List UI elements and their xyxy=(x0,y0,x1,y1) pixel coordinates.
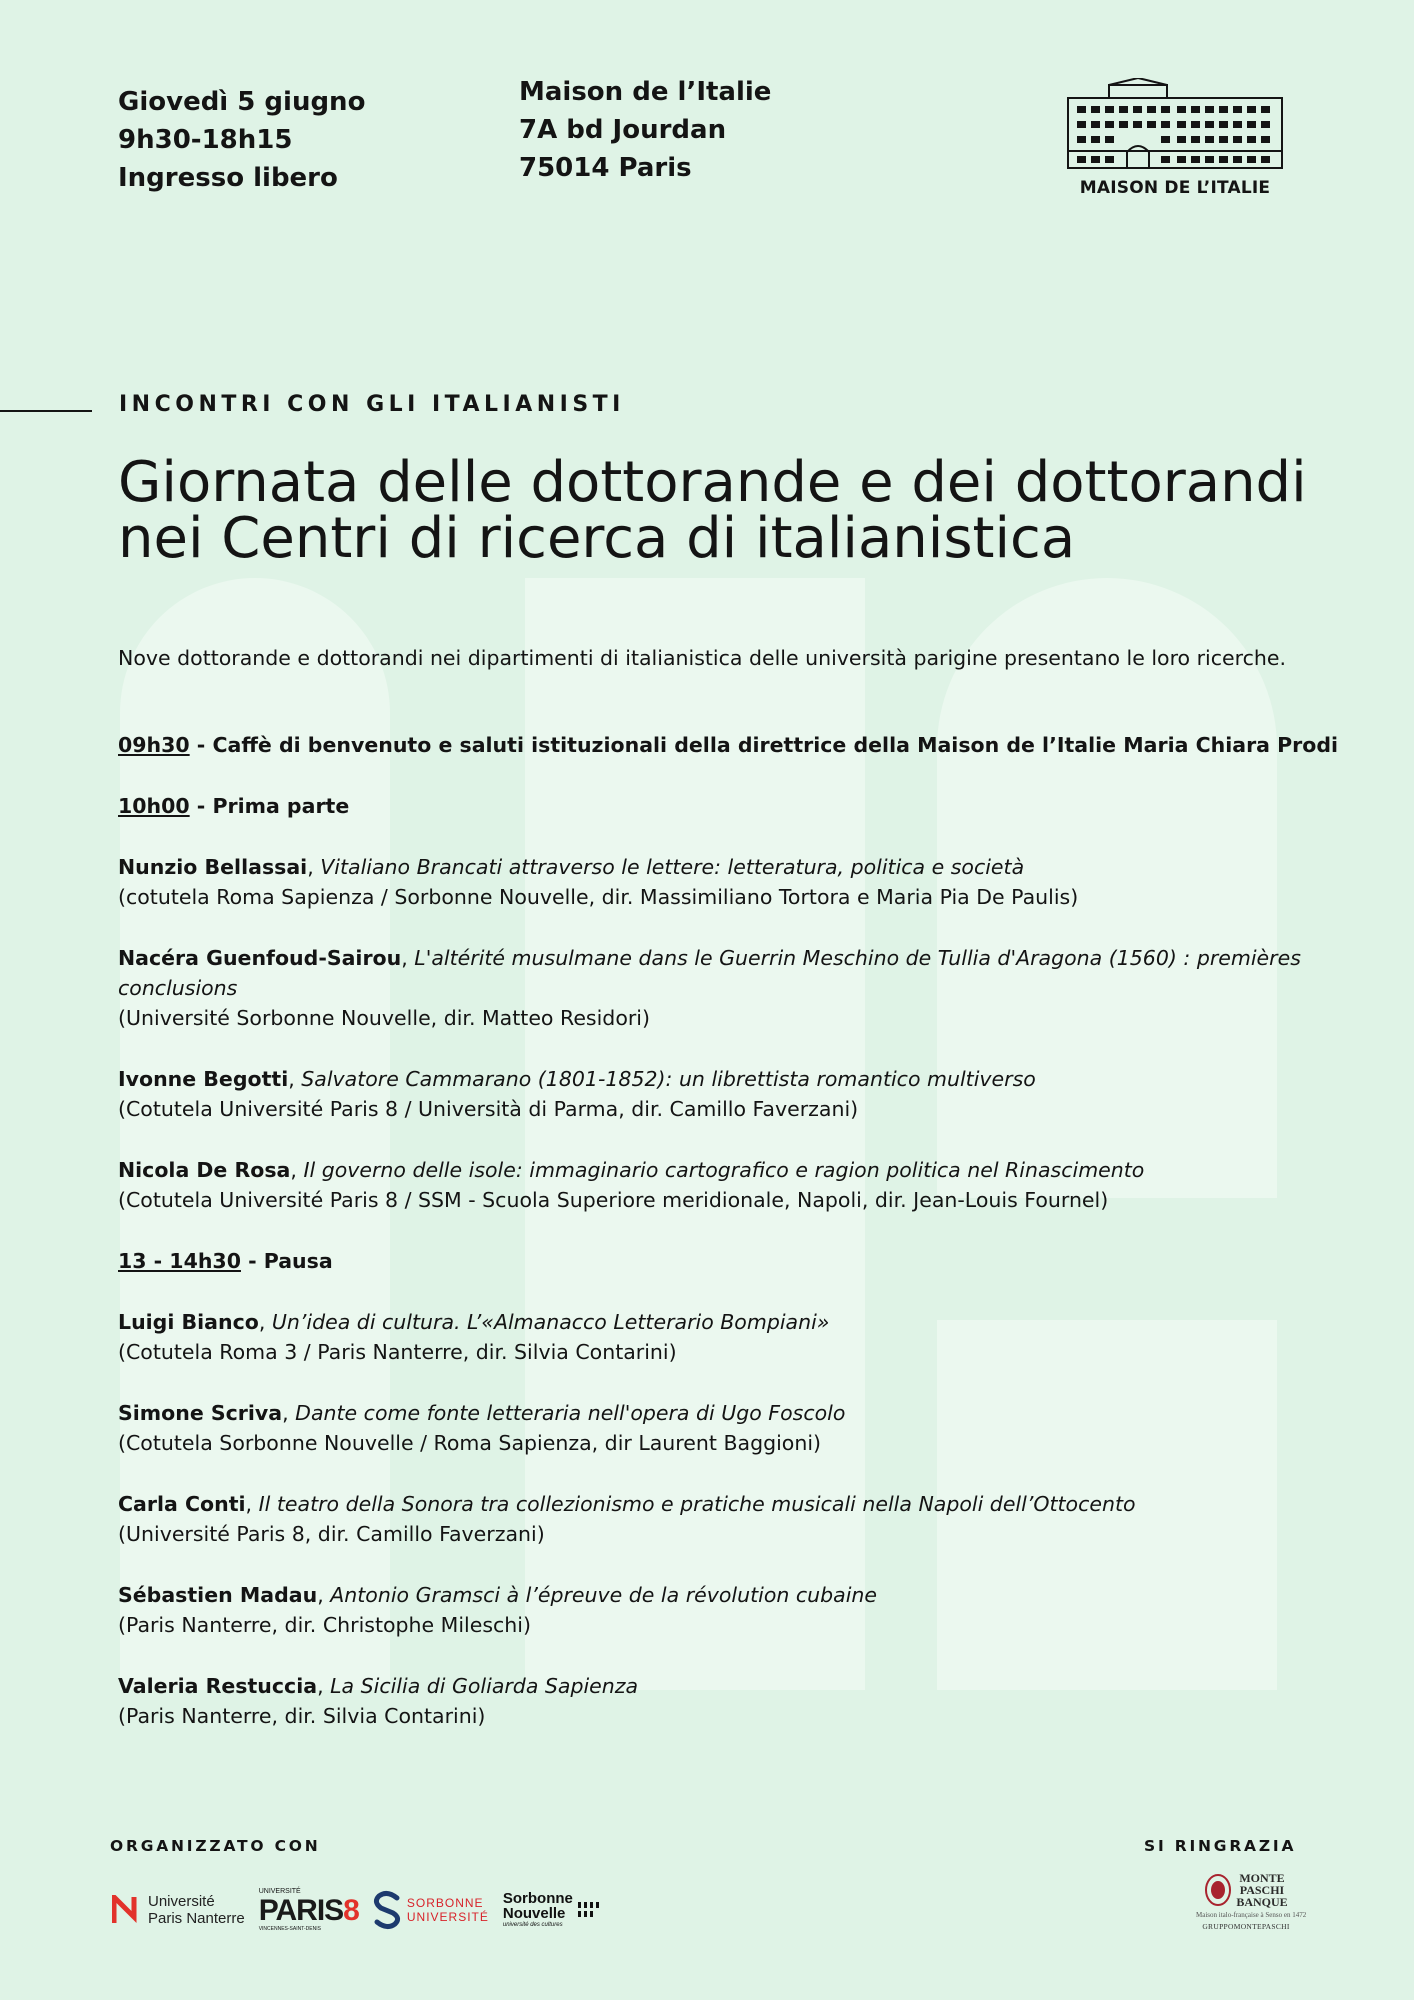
schedule-pause xyxy=(118,1246,1338,1276)
talk-entry: Sébastien Madau, Antonio Gramsci à l’épreuve de la révolution cubaine (Paris Nanterre, dir. Christophe Mileschi) xyxy=(118,1583,878,1637)
slot-text: - Prima parte xyxy=(189,794,350,818)
speaker-name: Simone Scriva xyxy=(118,1401,283,1425)
nanterre-line-1: Université xyxy=(148,1893,215,1910)
paris8-main: PARIS xyxy=(258,1894,344,1927)
speaker-name: Luigi Bianco xyxy=(118,1310,259,1334)
talk-title: Antonio Gramsci à l’épreuve de la révolution cubaine xyxy=(330,1583,878,1607)
talk-entry: Carla Conti, Il teatro della Sonora tra collezionismo e pratiche musicali nella Napoli dell’Ottocento (Université Paris 8, dir. Camillo Faverzani) xyxy=(118,1492,1136,1546)
nouvelle-bars-icon xyxy=(577,1899,599,1921)
talk-title: Il governo delle isole: immaginario cartografico e ragion politica nel Rinascimento xyxy=(303,1158,1145,1182)
organized-with-label: ORGANIZZATO CON xyxy=(110,1837,321,1855)
kicker-rule xyxy=(0,410,92,412)
speaker-name: Valeria Restuccia xyxy=(118,1674,318,1698)
talk-affiliation: (Cotutela Université Paris 8 / SSM - Scuola Superiore meridionale, Napoli, dir. Jean-Louis Fournel) xyxy=(118,1188,1109,1212)
mps-tagline: Maison italo-française à Senso en 1472 xyxy=(1196,1911,1307,1919)
nouvelle-sub: université des cultures xyxy=(502,1922,563,1928)
talk-entry: Nicola De Rosa, Il governo delle isole: immaginario cartografico e ragion politica nel Rinascimento (Cotutela Université Paris 8 / SSM - Scuola Superiore meridionale, Napoli, dir. Jean-Louis Fournel) xyxy=(118,1158,1145,1212)
talk-affiliation: (Cotutela Université Paris 8 / Università di Parma, dir. Camillo Faverzani) xyxy=(118,1097,859,1121)
thanks-label: SI RINGRAZIA xyxy=(1144,1837,1297,1855)
talk-title: L'altérité musulmane dans le Guerrin Meschino de Tullia d'Aragona (1560) : premières conclusions xyxy=(118,946,1301,1000)
talk-title: Vitaliano Brancati attraverso le lettere: letteratura, politica e società xyxy=(320,855,1025,879)
venue-name: Maison de l’Italie xyxy=(519,77,772,107)
paris8-top: UNIVERSITÉ xyxy=(258,1888,301,1895)
sorbonne-nouvelle-logo xyxy=(503,1891,599,1929)
talk-entry: Luigi Bianco, Un’idea di cultura. L’«Almanacco Letterario Bompiani» (Cotutela Roma 3 / Paris Nanterre, dir. Silvia Contarini) xyxy=(118,1310,830,1364)
monte-paschi-seal-icon xyxy=(1204,1873,1232,1907)
speaker-name: Ivonne Begotti xyxy=(118,1067,289,1091)
sorbonne-universite-logo xyxy=(373,1890,489,1930)
event-admission: Ingresso libero xyxy=(118,163,338,193)
maison-italie-logo xyxy=(1060,78,1290,198)
intro-paragraph: Nove dottorande e dottorandi nei dipartimenti di italianistica delle università parigine presentano le loro ricerche. xyxy=(118,646,1286,670)
talk-affiliation: (Université Sorbonne Nouvelle, dir. Matteo Residori) xyxy=(118,1006,650,1030)
event-date: Giovedì 5 giugno xyxy=(118,87,366,117)
slot-text: - Pausa xyxy=(240,1249,333,1273)
mps-group: GRUPPOMONTEPASCHI xyxy=(1202,1922,1290,1931)
mps-line-2: PASCHI xyxy=(1239,1883,1285,1897)
building-icon xyxy=(1065,78,1285,170)
talk-title: Il teatro della Sonora tra collezionismo e pratiche musicali nella Napoli dell’Ottocento xyxy=(258,1492,1136,1516)
talk-entry: Nacéra Guenfoud-Sairou, L'altérité musulmane dans le Guerrin Meschino de Tullia d'Aragona (1560) : premières conclusions (Université Sorbonne Nouvelle, dir. Matteo Residori) xyxy=(118,946,1301,1030)
slot-time: 13 - 14h30 xyxy=(118,1249,241,1273)
page-title xyxy=(118,450,1378,571)
talk-title: Dante come fonte letteraria nell'opera di Ugo Foscolo xyxy=(295,1401,846,1425)
schedule-part-one xyxy=(118,791,1338,821)
talk-entry: Simone Scriva, Dante come fonte letteraria nell'opera di Ugo Foscolo (Cotutela Sorbonne Nouvelle / Roma Sapienza, dir Laurent Baggioni) xyxy=(118,1401,846,1455)
talk-entry: Valeria Restuccia, La Sicilia di Goliarda Sapienza (Paris Nanterre, dir. Silvia Contarini) xyxy=(118,1674,639,1728)
logo-caption: MAISON DE L’ITALIE xyxy=(1079,178,1271,198)
talk-entry: Ivonne Begotti, Salvatore Cammarano (1801-1852): un librettista romantico multiverso (Cotutela Université Paris 8 / Università di Parma, dir. Camillo Faverzani) xyxy=(118,1067,1036,1121)
title-line-2: nei Centri di ricerca di italianistica xyxy=(118,506,1076,571)
talk-affiliation: (Paris Nanterre, dir. Christophe Mileschi) xyxy=(118,1613,531,1637)
mps-line-1: MONTE xyxy=(1239,1871,1285,1885)
nouvelle-line-1: Sorbonne xyxy=(502,1890,573,1907)
program xyxy=(118,730,1338,1762)
talk-entry: Nunzio Bellassai, Vitaliano Brancati attraverso le lettere: letteratura, politica e società (cotutela Roma Sapienza / Sorbonne Nouvelle, dir. Massimiliano Tortora e Maria Pia De Paulis) xyxy=(118,855,1079,909)
sorbonne-line-1: SORBONNE xyxy=(406,1896,484,1910)
venue-address xyxy=(519,73,771,187)
talk-affiliation: (Cotutela Sorbonne Nouvelle / Roma Sapienza, dir Laurent Baggioni) xyxy=(118,1431,822,1455)
event-hours: 9h30-18h15 xyxy=(118,125,293,155)
nouvelle-line-2: Nouvelle xyxy=(502,1905,566,1922)
venue-street: 7A bd Jourdan xyxy=(519,115,727,145)
sorbonne-s-icon xyxy=(373,1890,401,1930)
speaker-name: Sébastien Madau xyxy=(118,1583,318,1607)
title-line-1: Giornata delle dottorande e dei dottorandi xyxy=(118,450,1307,515)
venue-city: 75014 Paris xyxy=(519,153,692,183)
paris8-sub: VINCENNES-SAINT-DENIS xyxy=(258,1926,321,1932)
schedule-welcome xyxy=(118,730,1338,760)
slot-time: 10h00 xyxy=(118,794,190,818)
talk-affiliation: (cotutela Roma Sapienza / Sorbonne Nouvelle, dir. Massimiliano Tortora e Maria Pia De Paulis) xyxy=(118,885,1079,909)
speaker-name: Nunzio Bellassai xyxy=(118,855,308,879)
talk-title: La Sicilia di Goliarda Sapienza xyxy=(330,1674,639,1698)
partner-logos xyxy=(112,1888,599,1932)
speaker-name: Carla Conti xyxy=(118,1492,246,1516)
sorbonne-line-2: UNIVERSITÉ xyxy=(406,1910,489,1924)
monte-paschi-logo xyxy=(1196,1871,1307,1931)
talk-title: Salvatore Cammarano (1801-1852): un librettista romantico multiverso xyxy=(301,1067,1036,1091)
talk-affiliation: (Cotutela Roma 3 / Paris Nanterre, dir. Silvia Contarini) xyxy=(118,1340,677,1364)
talk-affiliation: (Paris Nanterre, dir. Silvia Contarini) xyxy=(118,1704,486,1728)
nanterre-line-2: Paris Nanterre xyxy=(148,1910,245,1927)
speaker-name: Nacéra Guenfoud-Sairou xyxy=(118,946,402,970)
speaker-name: Nicola De Rosa xyxy=(118,1158,291,1182)
paris8-logo xyxy=(259,1888,359,1932)
paris8-number: 8 xyxy=(343,1894,359,1927)
talk-affiliation: (Université Paris 8, dir. Camillo Faverzani) xyxy=(118,1522,545,1546)
nanterre-logo xyxy=(112,1893,245,1927)
series-kicker: INCONTRI CON GLI ITALIANISTI xyxy=(119,392,625,417)
mps-line-3: BANQUE xyxy=(1236,1895,1288,1909)
slot-time: 09h30 xyxy=(118,733,190,757)
nanterre-mark-icon xyxy=(112,1895,142,1925)
event-info xyxy=(118,83,365,197)
slot-text: - Caffè di benvenuto e saluti istituzionali della direttrice della Maison de l’Italie Maria Chiara Prodi xyxy=(189,733,1339,757)
talk-title: Un’idea di cultura. L’«Almanacco Letterario Bompiani» xyxy=(271,1310,830,1334)
